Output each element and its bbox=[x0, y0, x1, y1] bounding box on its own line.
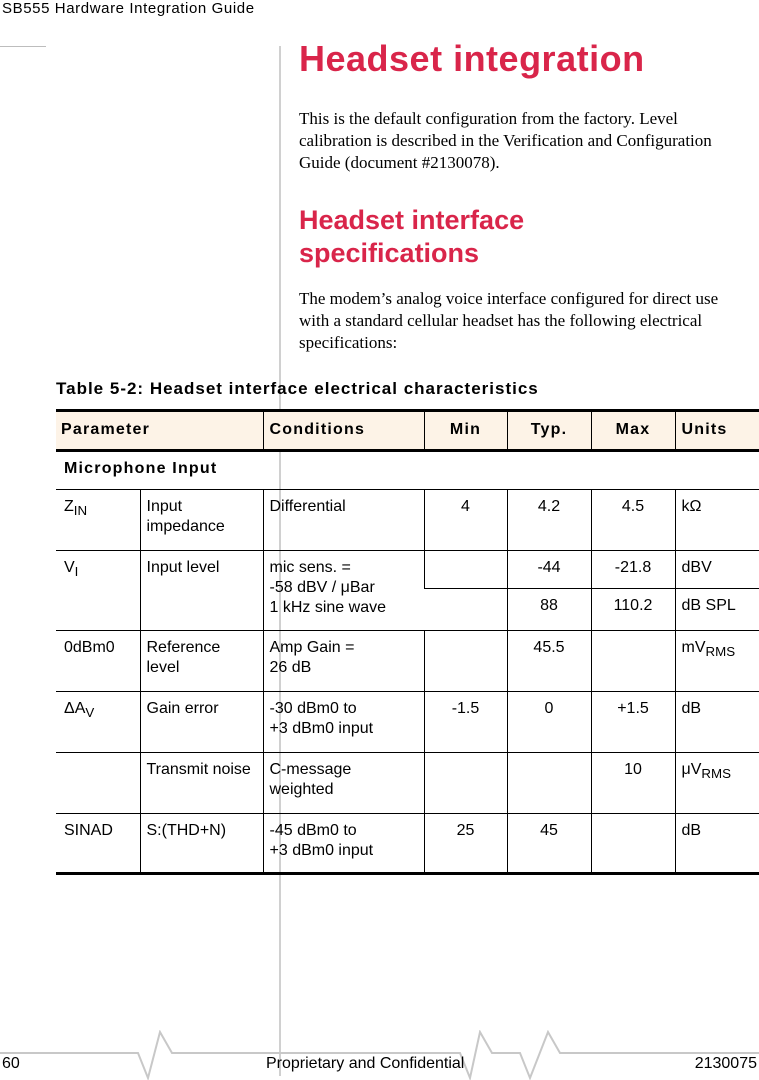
col-header-min: Min bbox=[424, 411, 507, 451]
min-cell: 25 bbox=[424, 814, 507, 874]
table-row bbox=[56, 631, 759, 692]
table-row bbox=[56, 814, 759, 874]
footer-doc-number: 2130075 bbox=[694, 1055, 757, 1072]
conditions-cell: Differential bbox=[263, 490, 424, 551]
table-caption: Table 5-2: Headset interface electrical characteristics bbox=[56, 379, 539, 398]
typ-cell: 0 bbox=[507, 692, 591, 753]
units-cell: dBV bbox=[675, 551, 759, 589]
table-section-row bbox=[56, 451, 759, 490]
units-cell: kΩ bbox=[675, 490, 759, 551]
typ-cell bbox=[507, 753, 591, 814]
param-name: Reference level bbox=[140, 631, 263, 692]
param-name: Input level bbox=[140, 551, 263, 631]
conditions-cell: mic sens. = -58 dBV / μBar 1 kHz sine wave bbox=[263, 551, 424, 631]
max-cell: +1.5 bbox=[591, 692, 675, 753]
param-symbol: SINAD bbox=[56, 814, 140, 874]
param-name: S:(THD+N) bbox=[140, 814, 263, 874]
param-name: Transmit noise bbox=[140, 753, 263, 814]
conditions-cell: Amp Gain = 26 dB bbox=[263, 631, 424, 692]
col-header-conditions: Conditions bbox=[263, 411, 424, 451]
min-cell bbox=[424, 753, 507, 814]
conditions-cell: -30 dBm0 to +3 dBm0 input bbox=[263, 692, 424, 753]
header-rule bbox=[0, 46, 46, 47]
running-header: SB555 Hardware Integration Guide bbox=[2, 0, 255, 17]
units-cell: $mV_{RMS}$ bbox=[675, 631, 759, 692]
units-cell: dB SPL bbox=[675, 589, 759, 631]
max-cell bbox=[591, 814, 675, 874]
typ-cell: 45 bbox=[507, 814, 591, 874]
table-row bbox=[56, 551, 759, 589]
col-header-max: Max bbox=[591, 411, 675, 451]
max-cell: 10 bbox=[591, 753, 675, 814]
param-name: Gain error bbox=[140, 692, 263, 753]
content-column bbox=[299, 38, 739, 352]
min-cell: 4 bbox=[424, 490, 507, 551]
col-header-typ: Typ. bbox=[507, 411, 591, 451]
footer-page-number: 60 bbox=[2, 1055, 20, 1072]
min-cell bbox=[424, 631, 507, 692]
table-row bbox=[56, 753, 759, 814]
min-cell bbox=[424, 551, 507, 589]
min-cell bbox=[424, 589, 507, 631]
table-row bbox=[56, 692, 759, 753]
typ-cell: 4.2 bbox=[507, 490, 591, 551]
units-cell: dB bbox=[675, 814, 759, 874]
max-cell: -21.8 bbox=[591, 551, 675, 589]
typ-cell: -44 bbox=[507, 551, 591, 589]
param-name: Input impedance bbox=[140, 490, 263, 551]
typ-cell: 45.5 bbox=[507, 631, 591, 692]
table-header-row bbox=[56, 411, 759, 451]
param-symbol: $\Delta A_V$ bbox=[56, 692, 140, 753]
section-row-label: Microphone Input bbox=[56, 451, 759, 490]
param-symbol bbox=[56, 753, 140, 814]
min-cell: -1.5 bbox=[424, 692, 507, 753]
spec-table bbox=[56, 409, 759, 875]
table-row bbox=[56, 490, 759, 551]
max-cell: 110.2 bbox=[591, 589, 675, 631]
param-symbol: $V_I$ bbox=[56, 551, 140, 631]
conditions-cell: -45 dBm0 to +3 dBm0 input bbox=[263, 814, 424, 874]
units-cell: dB bbox=[675, 692, 759, 753]
units-cell: $\mu V_{RMS}$ bbox=[675, 753, 759, 814]
intro-paragraph: This is the default configuration from the factory. Level calibration is described in the Verification and Configuration Guide (document #2130078). bbox=[299, 109, 712, 172]
col-header-parameter: Parameter bbox=[61, 421, 151, 438]
section-title: Headset integration bbox=[299, 38, 645, 79]
subsection-title: Headset interface specifications bbox=[299, 205, 525, 268]
max-cell: 4.5 bbox=[591, 490, 675, 551]
param-symbol: 0dBm0 bbox=[56, 631, 140, 692]
footer-confidentiality: Proprietary and Confidential bbox=[266, 1055, 465, 1072]
conditions-cell: C-message weighted bbox=[263, 753, 424, 814]
param-symbol: $Z_{IN}$ bbox=[56, 490, 140, 551]
max-cell bbox=[591, 631, 675, 692]
col-header-units: Units bbox=[675, 411, 759, 451]
subsection-paragraph: The modem’s analog voice interface configured for direct use with a standard cellular headset has the following electrical specifications: bbox=[299, 289, 719, 352]
typ-cell: 88 bbox=[507, 589, 591, 631]
